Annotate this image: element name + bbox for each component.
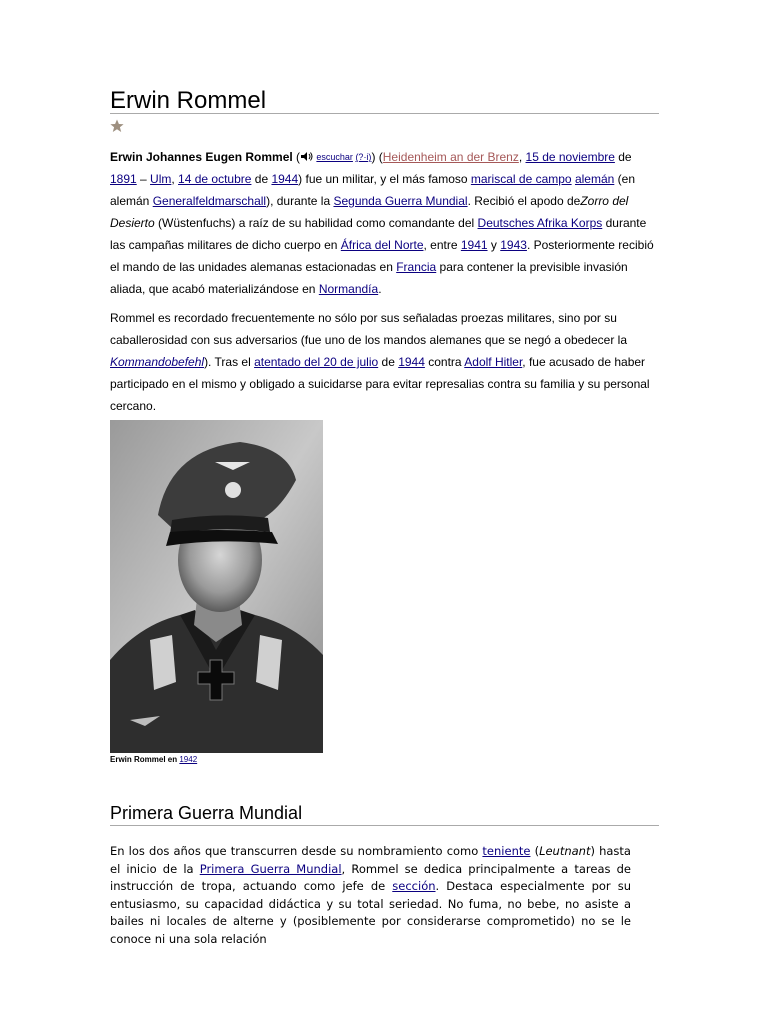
second-paragraph: Rommel es recordado frecuentemente no sólo por sus señaladas proezas militares, sino por su caballerosidad con sus adversarios (fue uno de los mandos alemanes que se negó a obedecer la Kommandobefehl). Tras el atentado del 20 de julio de 1944 contra Adolf Hitler, fue acusado de haber participado en el mismo y obligado a suicidarse para evitar represalias contra su familia y su personal cercano.	[110, 311, 650, 413]
link-normandia[interactable]: Normandía	[318, 282, 379, 296]
figure-caption: Erwin Rommel en 1942	[110, 755, 198, 764]
link-birth-date[interactable]: 15 de noviembre	[525, 150, 615, 164]
link-birthplace[interactable]: Heidenheim an der Brenz	[382, 150, 519, 164]
section-paragraph: En los dos años que transcurren desde su nombramiento como teniente (Leutnant) hasta el inicio de la Primera Guerra Mundial, Rommel se dedica principalmente a tareas de instrucción de tropa, actuando como jefe de sección. Destaca especialmente por su entusiasmo, su capacidad didáctica y su total seriedad. No fuma, no bebe, no asiste a bailes ni locales de alterne y (posiblemente por considerarse comprometido) no se le conoce ni una sola relación	[110, 844, 632, 946]
link-seccion[interactable]: sección	[392, 879, 436, 893]
nickname: Zorro del Desierto	[110, 194, 629, 230]
link-marshal[interactable]: mariscal de campo	[470, 172, 572, 186]
listen-link[interactable]: escuchar	[316, 152, 353, 162]
link-francia[interactable]: Francia	[396, 260, 437, 274]
intro-paragraph: Erwin Johannes Eugen Rommel ( escuchar (?·i)) (Heidenheim an der Brenz, 15 de noviembre de 1891 – Ulm, 14 de octubre de 1944) fue un militar, y el más famoso mariscal de campo alemán (en alemán Generalfeldmarschall), durante la Segunda Guerra Mundial. Recibió el apodo deZorro del Desierto (Wüstenfuchs) a raíz de su habilidad como comandante del Deutsches Afrika Korps durante las campañas militares de dicho cuerpo en África del Norte, entre 1941 y 1943. Posteriormente recibió el mando de las unidades alemanas estacionadas en Francia para contener la previsible invasión aliada, que acabó materializándose en Normandía.	[110, 150, 654, 296]
link-birth-year[interactable]: 1891	[110, 172, 137, 186]
link-deathplace[interactable]: Ulm	[150, 172, 172, 186]
help-link[interactable]: (?·i)	[355, 152, 372, 162]
link-aleman[interactable]: alemán	[574, 172, 615, 186]
link-death-year[interactable]: 1944	[271, 172, 299, 186]
page-title: Erwin Rommel	[110, 86, 659, 114]
link-death-date[interactable]: 14 de octubre	[178, 172, 252, 186]
link-ww1[interactable]: Primera Guerra Mundial	[199, 861, 342, 876]
section-heading-primera-guerra: Primera Guerra Mundial	[110, 802, 659, 826]
link-atentado[interactable]: atentado del 20 de julio	[254, 355, 379, 369]
speaker-icon[interactable]	[300, 151, 313, 162]
caption-year-link[interactable]: 1942	[179, 755, 198, 764]
link-ww2[interactable]: Segunda Guerra Mundial	[333, 194, 468, 208]
link-generalfeldmarschall[interactable]: Generalfeldmarschall	[152, 194, 267, 208]
link-1943[interactable]: 1943	[500, 238, 527, 252]
leutnant-term: Leutnant	[539, 844, 591, 858]
link-1944[interactable]: 1944	[398, 355, 425, 369]
link-africa[interactable]: África del Norte	[340, 238, 424, 252]
link-hitler[interactable]: Adolf Hitler	[464, 355, 523, 369]
link-kommandobefehl[interactable]: Kommandobefehl	[110, 355, 205, 369]
link-1941[interactable]: 1941	[460, 238, 488, 252]
link-dak[interactable]: Deutsches Afrika Korps	[477, 216, 603, 230]
link-teniente[interactable]: teniente	[482, 844, 531, 858]
portrait-figure	[110, 420, 323, 766]
featured-star-icon	[110, 119, 124, 133]
portrait-photo[interactable]	[110, 420, 323, 753]
subject-name: Erwin Johannes Eugen Rommel	[110, 150, 293, 164]
